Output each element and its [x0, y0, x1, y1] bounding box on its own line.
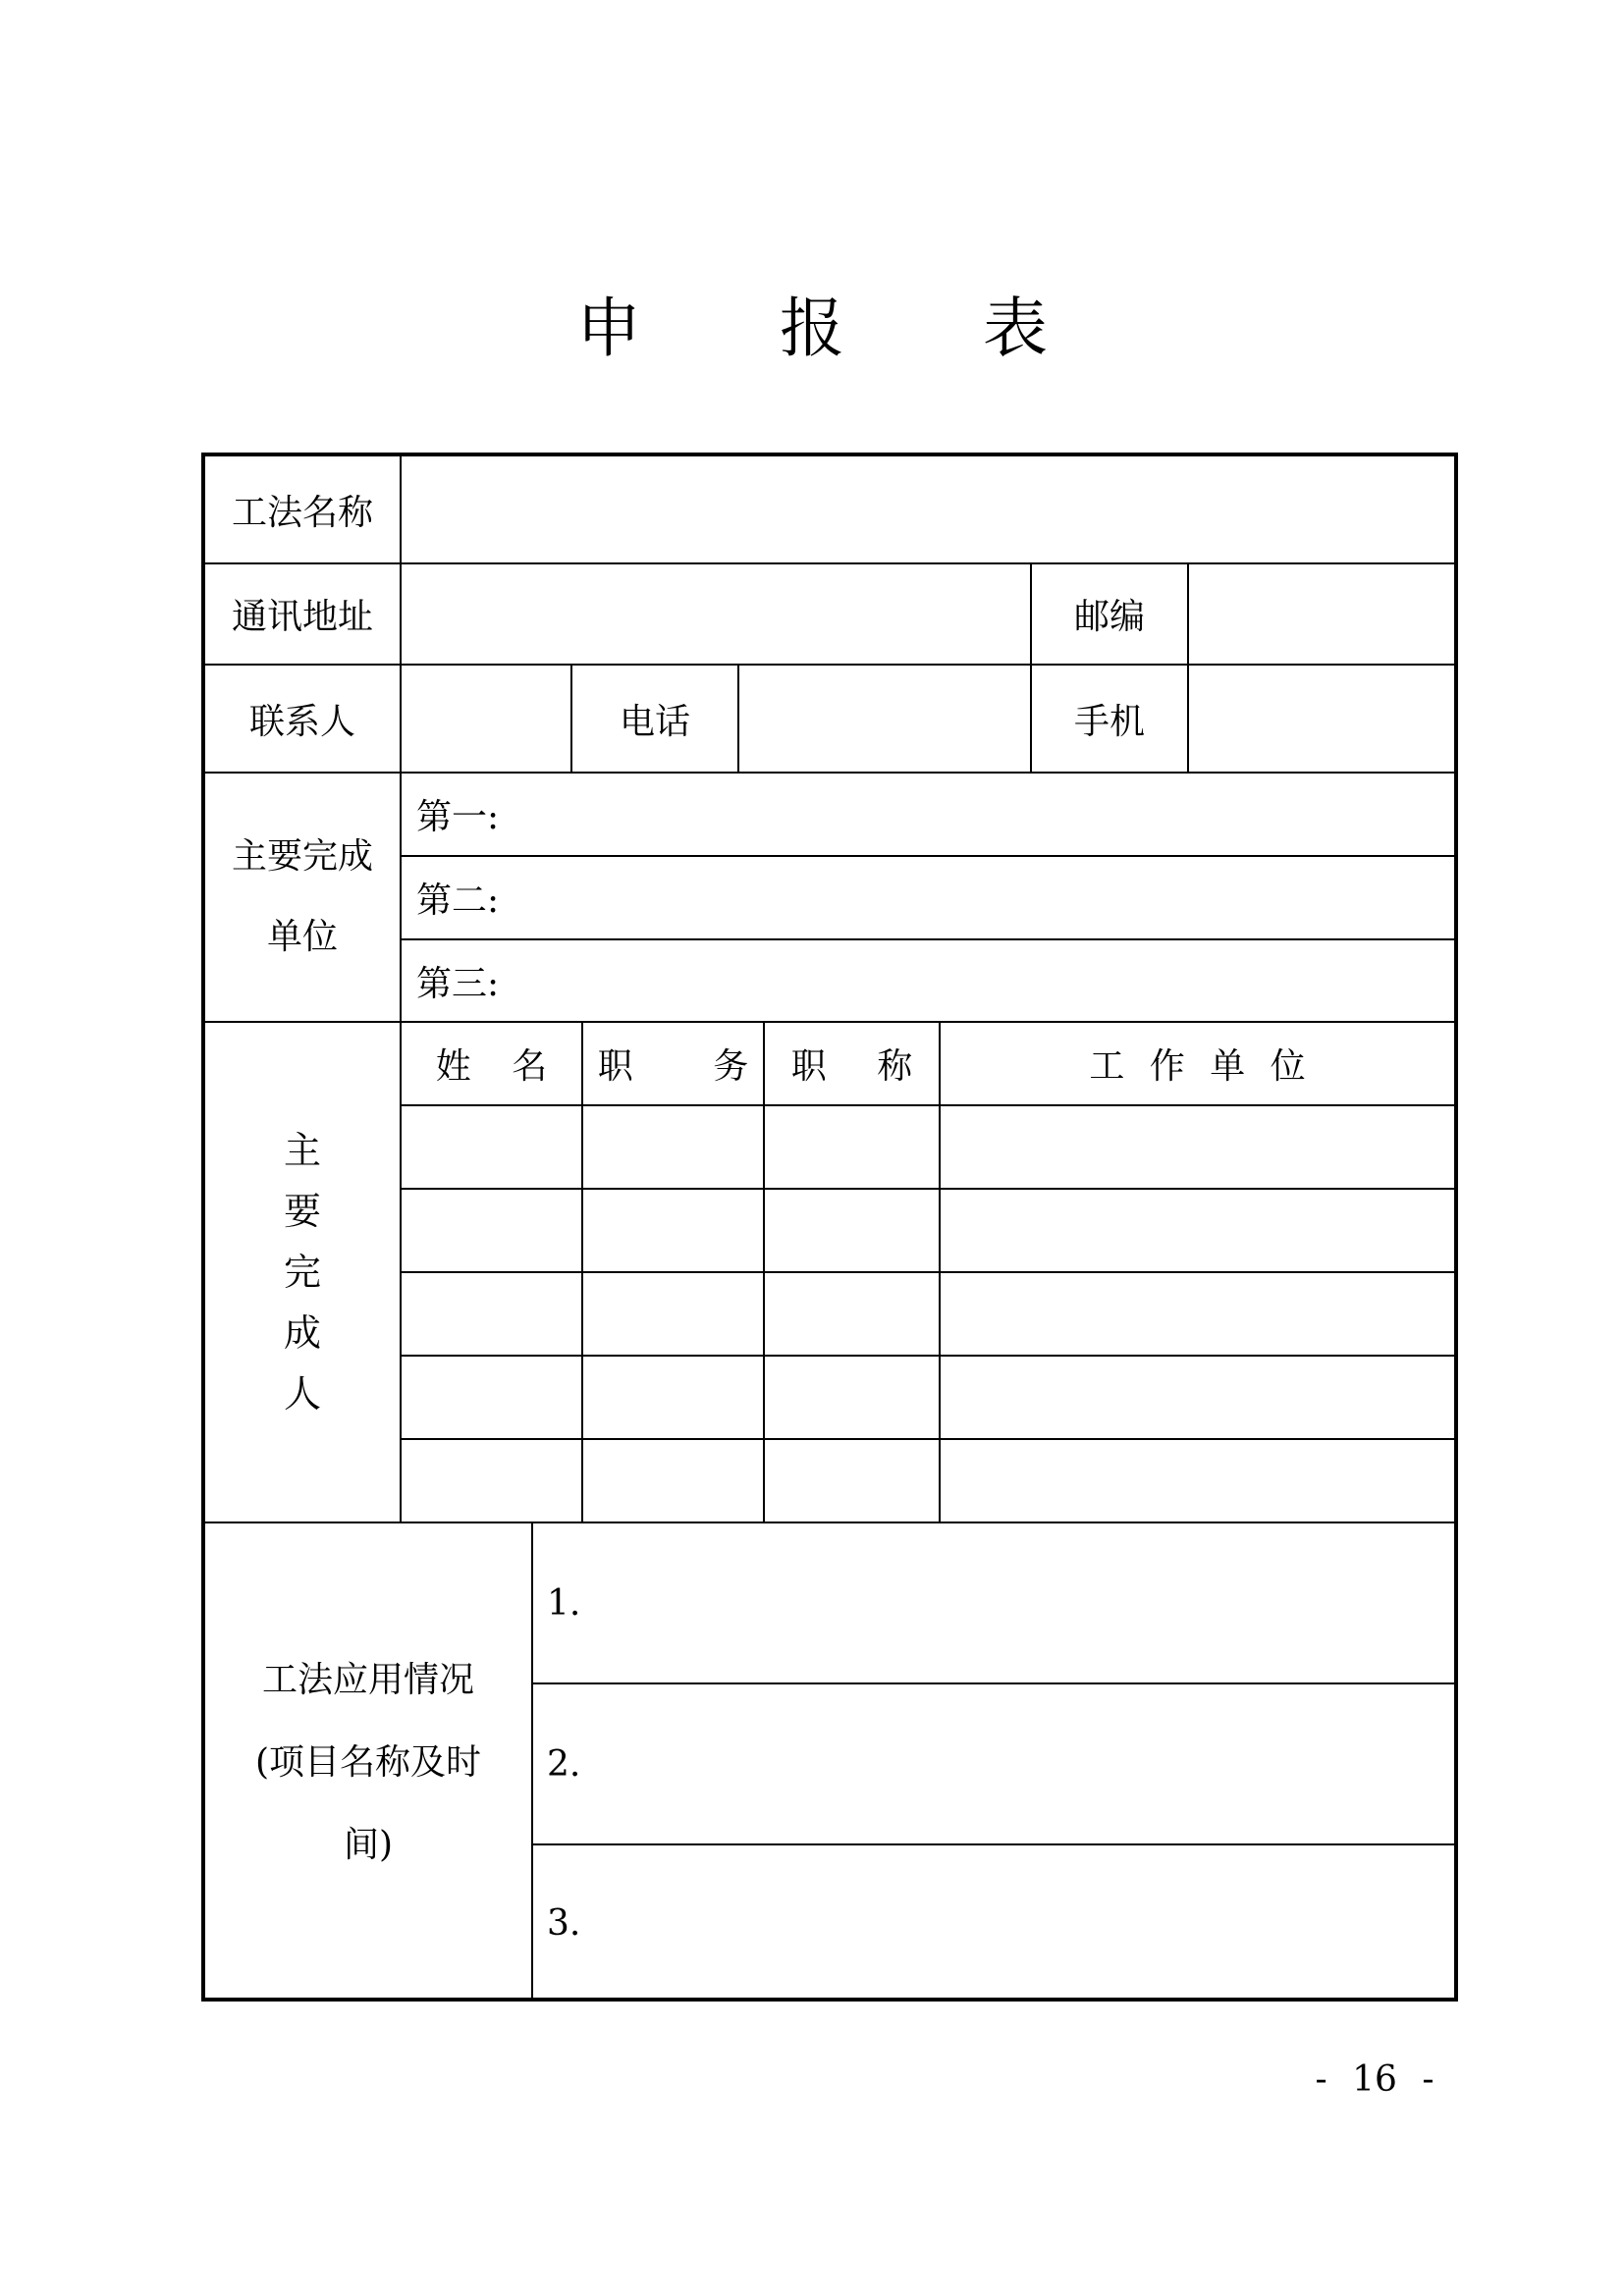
person-position-cell[interactable] — [583, 1190, 763, 1271]
unit-third-field[interactable]: 第三: — [416, 963, 500, 1004]
application-label-line2: (项目名称及时 — [254, 1741, 482, 1783]
application-item-3[interactable]: 3. — [547, 1903, 581, 1944]
method-name-field[interactable] — [402, 456, 1454, 562]
contact-label: 联系人 — [248, 701, 355, 742]
address-field[interactable] — [402, 564, 1030, 664]
main-units-label — [205, 774, 400, 1021]
application-item-2[interactable]: 2. — [547, 1743, 581, 1785]
unit-first-field[interactable]: 第一: — [416, 797, 500, 837]
main-persons-char: 完 — [283, 1251, 321, 1294]
main-units-label-line1: 主要完成 — [231, 836, 373, 877]
person-position-cell[interactable] — [583, 1357, 763, 1438]
postcode-label: 邮编 — [1073, 597, 1145, 637]
column-header-name: 姓 名 — [435, 1046, 548, 1087]
person-name-cell[interactable] — [402, 1190, 581, 1271]
application-label — [205, 1523, 531, 2002]
page-number: - 16 - — [1315, 2059, 1435, 2100]
main-persons-label — [205, 1023, 400, 1522]
unit-second-field[interactable]: 第二: — [416, 881, 500, 921]
person-title-cell[interactable] — [765, 1357, 939, 1438]
contact-field[interactable] — [402, 666, 570, 772]
column-header-position: 职 务 — [597, 1046, 749, 1087]
person-work-unit-cell[interactable] — [941, 1190, 1454, 1271]
page-title: 申 报 表 — [576, 291, 1107, 366]
method-name-label: 工法名称 — [231, 492, 373, 533]
person-work-unit-cell[interactable] — [941, 1357, 1454, 1438]
phone-field[interactable] — [739, 666, 1030, 772]
main-persons-char: 人 — [283, 1372, 321, 1415]
column-header-title: 职 称 — [790, 1046, 913, 1087]
person-position-cell[interactable] — [583, 1440, 763, 1522]
postcode-field[interactable] — [1189, 564, 1454, 664]
person-position-cell[interactable] — [583, 1106, 763, 1188]
application-item-1[interactable]: 1. — [547, 1582, 581, 1624]
address-label: 通讯地址 — [231, 597, 373, 637]
person-title-cell[interactable] — [765, 1440, 939, 1522]
mobile-label: 手机 — [1073, 701, 1145, 742]
column-header-work-unit: 工 作 单 位 — [1089, 1046, 1306, 1087]
phone-label: 电话 — [619, 701, 690, 742]
person-name-cell[interactable] — [402, 1106, 581, 1188]
person-work-unit-cell[interactable] — [941, 1106, 1454, 1188]
person-work-unit-cell[interactable] — [941, 1440, 1454, 1522]
person-position-cell[interactable] — [583, 1273, 763, 1355]
person-title-cell[interactable] — [765, 1273, 939, 1355]
person-title-cell[interactable] — [765, 1106, 939, 1188]
column-divider — [531, 1522, 533, 2002]
person-work-unit-cell[interactable] — [941, 1273, 1454, 1355]
main-persons-char: 主 — [283, 1129, 321, 1172]
application-form-table — [201, 453, 1458, 2002]
main-units-label-line2: 单位 — [266, 917, 338, 957]
person-name-cell[interactable] — [402, 1440, 581, 1522]
application-label-line3: 间) — [343, 1824, 394, 1865]
main-persons-char: 成 — [283, 1311, 321, 1355]
mobile-field[interactable] — [1189, 666, 1454, 772]
person-title-cell[interactable] — [765, 1190, 939, 1271]
person-name-cell[interactable] — [402, 1357, 581, 1438]
main-persons-char: 要 — [283, 1190, 321, 1233]
application-label-line1: 工法应用情况 — [261, 1659, 474, 1700]
person-name-cell[interactable] — [402, 1273, 581, 1355]
